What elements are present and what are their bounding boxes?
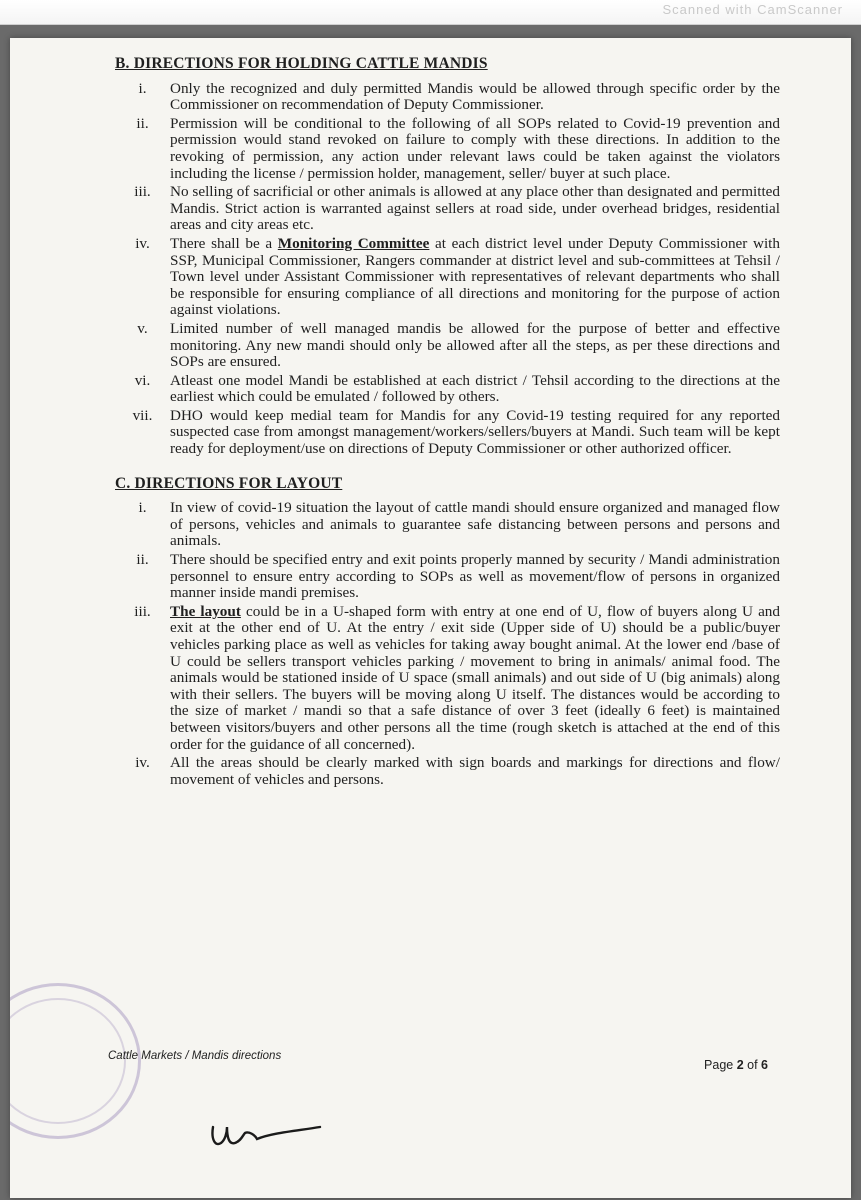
item-number: vii. [132,406,153,424]
footer-title: Cattle Markets / Mandis directions [108,1050,282,1062]
item-number: i. [138,499,147,517]
list-item [115,321,780,371]
item-text: There should be specified entry and exit points properly manned by security / Mandi administration personnel to ensure entry according to SOPs as well as movement/flow of persons in organized manner inside mandi premises. [170,551,780,602]
page-current: 2 [736,1058,744,1072]
layout-term: The layout [170,602,241,620]
item-text-post: could be in a U-shaped form with entry at one end of U, flow of buyers along U and exit at the other end of U. At the entry / exit side (Upper side of U) should be a public/buyer vehicles parking place as well as vehicles for taking away bought animal. At the lower end /base of U could be sellers transport vehicles parking / movement to bring in animals/ animal food. The animals would be stationed inside of U space (small animals) and out side of U (big animals) along with their sellers. The buyers will be moving along U itself. The distances would be according to the size of market / mandi so that a safe distance of over 3 feet (ideally 6 feet) is maintained between visitors/buyers and other persons all the time (rough sketch is attached at the end of this order for the guidance of all concerned). [170,602,780,753]
page-number [704,1058,768,1072]
item-text: Atleast one model Mandi be established at each district / Tehsil according to the directions at the earliest which could be emulated / followed by others. [170,371,780,406]
item-number: ii. [136,551,149,569]
document-page [10,38,851,1198]
item-text: Only the recognized and duly permitted Mandis would be allowed through specific order by the Commissioner on recommendation of Deputy Commissioner. [170,79,780,114]
item-text: Permission will be conditional to the following of all SOPs related to Covid-19 prevention and permission would stand revoked on failure to comply with these directions. In addition to the revoking of permission, any action under relevant laws could be taken against the violators including the license / permission holder, management, seller/ buyer at such place. [170,114,780,182]
item-text [170,604,780,753]
scanner-top-strip [0,0,861,25]
item-number: i. [138,79,147,97]
list-item [115,236,780,319]
item-number: vi. [134,371,151,389]
list-item [115,81,780,114]
item-number: iv. [135,234,150,252]
section-c-list [115,500,780,788]
page-total: 6 [761,1058,768,1072]
item-text-pre: There shall be a [170,234,278,252]
page-prefix: Page [704,1058,737,1072]
monitoring-committee-term: Monitoring Committee [277,234,430,252]
section-b-heading: B. DIRECTIONS FOR HOLDING CATTLE MANDIS [115,55,488,72]
item-text [170,236,780,319]
signature-icon [205,1113,355,1163]
list-item [115,755,780,788]
list-item [115,184,780,234]
scanner-ghost-text: Scanned with CamScanner [662,2,843,17]
item-text: All the areas should be clearly marked with sign boards and markings for directions and flow/ movement of vehicles and persons. [170,754,780,788]
item-number: ii. [136,114,149,132]
item-text-post: at each district level under Deputy Commissioner with SSP, Municipal Commissioner, Rangers commander at district level and sub-committees at Tehsil / Town level under Assistant Commissioner with representatives of relevant departments who shall be responsible for ensuring compliance of all directions and monitoring for the purpose of action against violations. [170,234,780,319]
section-c-heading: C. DIRECTIONS FOR LAYOUT [115,474,343,492]
item-number: iii. [134,602,151,620]
section-b-list [115,81,780,458]
item-text: No selling of sacrificial or other animals is allowed at any place other than designated and permitted Mandis. Strict action is warranted against sellers at road side, under overhead bridges, residential areas and city areas etc. [170,183,780,234]
item-text: Limited number of well managed mandis be allowed for the purpose of better and effective monitoring. Any new mandi should only be allowed after all the steps, as per these directions and SOPs are ensured. [170,319,780,371]
item-text: DHO would keep medial team for Mandis for any Covid-19 testing required for any reported suspected case from amongst management/workers/sellers/buyers at Mandi. Such team will be kept ready for deployment/use on directions of Deputy Commissioner or other authorized officer. [170,406,780,458]
item-text: In view of covid-19 situation the layout of cattle mandi should ensure organized and managed flow of persons, vehicles and animals to guarantee safe distancing between persons and persons and animals. [170,499,780,550]
document-body [115,56,780,790]
item-number: v. [137,319,148,337]
list-item [115,552,780,602]
item-number: iii. [134,183,151,201]
list-item [115,500,780,550]
list-item [115,408,780,458]
item-number: iv. [135,754,150,772]
list-item [115,604,780,753]
page-mid: of [743,1058,762,1072]
list-item [115,116,780,182]
list-item [115,373,780,406]
